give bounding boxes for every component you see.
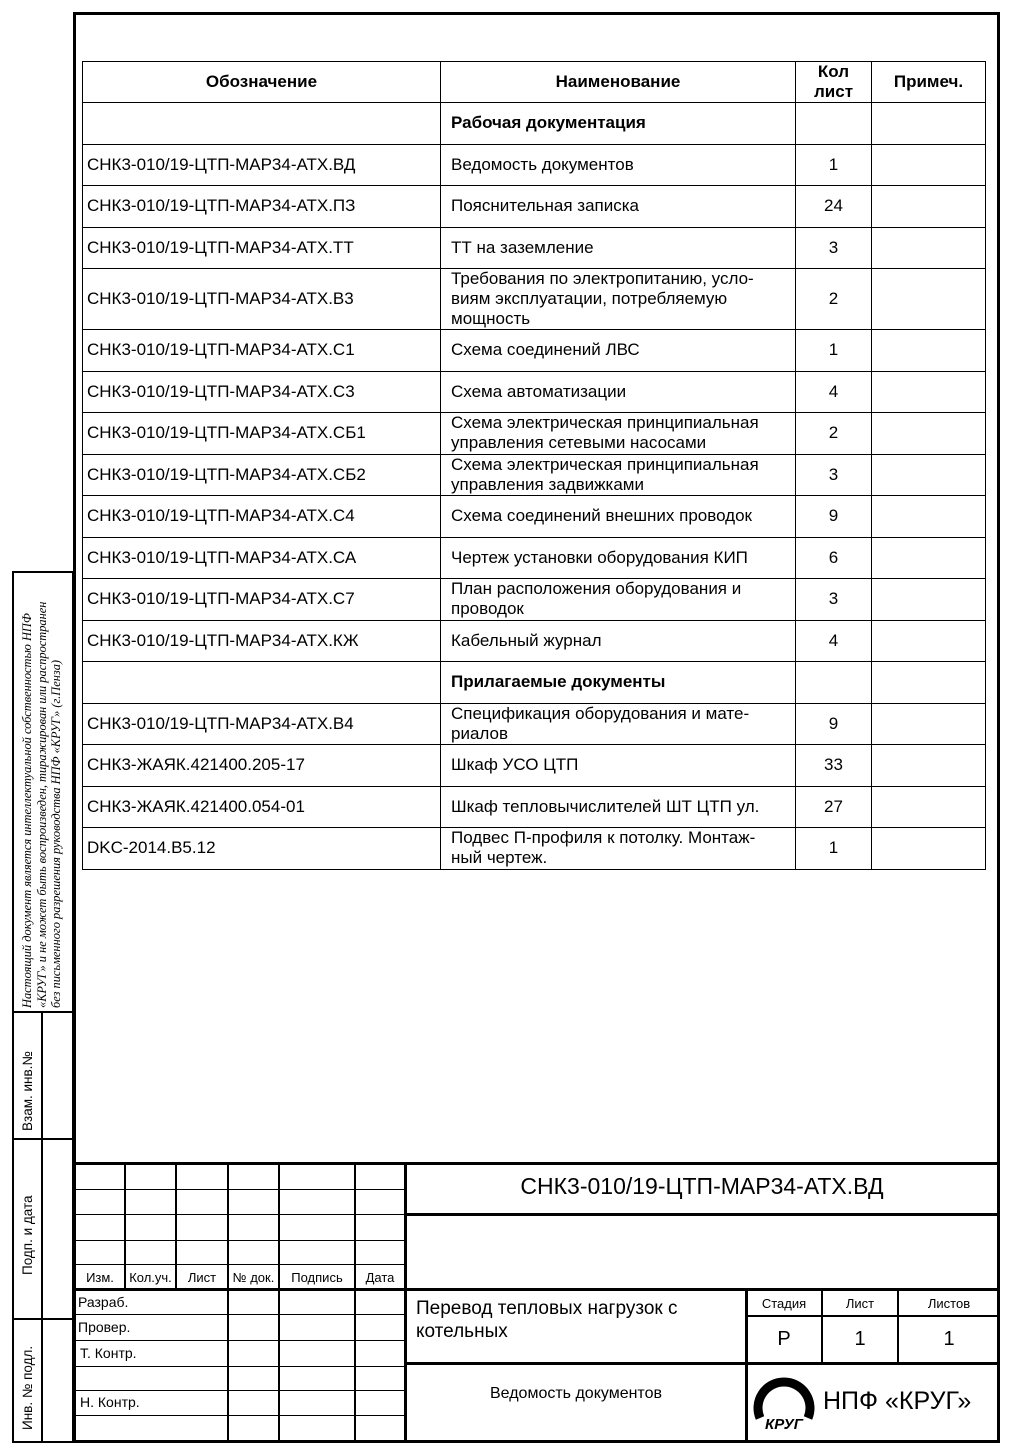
name-cell: Спецификация оборудования и мате- риалов (441, 703, 796, 745)
note-cell (872, 227, 986, 269)
note-cell (872, 620, 986, 662)
name-cell: Схема электрическая принципиальная управления сетевыми насосами (441, 413, 796, 455)
name-cell: Кабельный журнал (441, 620, 796, 662)
section-title: Прилагаемые документы (441, 662, 796, 704)
logo-text: КРУГ (764, 1416, 804, 1433)
vzam-inv-label: Взам. инв.№ (20, 1051, 35, 1131)
table-row (83, 186, 986, 228)
notice-line: без письменного разрешения руководства НПФ «КРУГ» (г.Пенза) (49, 659, 63, 1008)
podp-data-label: Подп. и дата (20, 1195, 35, 1275)
table-row (83, 745, 986, 787)
designation-cell: СНК3-010/19-ЦТП-МАР34-АТХ.В4 (83, 703, 441, 745)
sheets-cell (796, 103, 872, 145)
designation-cell: СНК3-010/19-ЦТП-МАР34-АТХ.ВД (83, 144, 441, 186)
name-cell: Шкаф УСО ЦТП (441, 745, 796, 787)
designation-cell (83, 662, 441, 704)
sheets-cell: 3 (796, 579, 872, 621)
note-cell (872, 745, 986, 787)
note-cell (872, 537, 986, 579)
header-sheets: Кол лист (796, 62, 872, 103)
company-name: НПФ «КРУГ» (823, 1387, 972, 1415)
table-row (83, 496, 986, 538)
inv-podl-cell (12, 1318, 74, 1443)
prover-label: Провер. (78, 1319, 131, 1335)
col-kol-uch: Кол.уч. (129, 1270, 172, 1285)
inv-podl-label: Инв. № подл. (20, 1345, 35, 1430)
table-header-row (83, 62, 986, 103)
col-izm: Изм. (86, 1270, 114, 1285)
note-cell (872, 371, 986, 413)
sheets-cell: 4 (796, 620, 872, 662)
table-row (83, 620, 986, 662)
designation-cell: СНК3-010/19-ЦТП-МАР34-АТХ.С1 (83, 330, 441, 372)
sheets-cell: 1 (796, 330, 872, 372)
sheet-label: Лист (845, 1296, 875, 1311)
table-row (83, 227, 986, 269)
stage-label: Стадия (761, 1296, 807, 1311)
col-data: Дата (365, 1270, 395, 1285)
sheets-cell: 2 (796, 269, 872, 330)
sheets-cell: 2 (796, 413, 872, 455)
name-cell: Подвес П-профиля к потолку. Монтаж- ный чертеж. (441, 828, 796, 870)
note-cell (872, 828, 986, 870)
section-title: Рабочая документация (441, 103, 796, 145)
name-cell: Пояснительная записка (441, 186, 796, 228)
nkontr-label: Н. Контр. (80, 1394, 140, 1410)
name-cell: ТТ на заземление (441, 227, 796, 269)
table-row (83, 828, 986, 870)
project-name: Перевод тепловых нагрузок с котельных (416, 1298, 678, 1342)
sheets-cell: 9 (796, 703, 872, 745)
designation-cell: СНК3-010/19-ЦТП-МАР34-АТХ.СБ1 (83, 413, 441, 455)
name-cell: План расположения оборудования и проводок (441, 579, 796, 621)
notice-line: Настоящий документ является интеллектуальной собственностью НПФ (20, 613, 34, 1008)
sheets-cell: 24 (796, 186, 872, 228)
table-row (83, 579, 986, 621)
table-row (83, 144, 986, 186)
name-cell: Схема автоматизации (441, 371, 796, 413)
sheets-value: 1 (943, 1328, 955, 1350)
table-row (83, 454, 986, 496)
header-note: Примеч. (872, 62, 986, 103)
table-row (83, 330, 986, 372)
header-designation: Обозначение (83, 62, 441, 103)
designation-cell: СНК3-010/19-ЦТП-МАР34-АТХ.СА (83, 537, 441, 579)
sheets-cell: 33 (796, 745, 872, 787)
sheets-cell: 3 (796, 227, 872, 269)
section-row (83, 103, 986, 145)
sheets-cell: 1 (796, 144, 872, 186)
notice-text (20, 602, 64, 1008)
note-cell (872, 413, 986, 455)
name-cell: Схема соединений внешних проводок (441, 496, 796, 538)
table-row (83, 537, 986, 579)
section-row (83, 662, 986, 704)
designation-cell: СНК3-ЖАЯК.421400.054-01 (83, 786, 441, 828)
note-cell (872, 496, 986, 538)
note-cell (872, 662, 986, 704)
designation-cell: DKC-2014.B5.12 (83, 828, 441, 870)
razrab-label: Разраб. (78, 1294, 129, 1310)
table-body (83, 103, 986, 870)
name-cell: Ведомость документов (441, 144, 796, 186)
designation-cell: СНК3-ЖАЯК.421400.205-17 (83, 745, 441, 787)
name-cell: Схема соединений ЛВС (441, 330, 796, 372)
note-cell (872, 144, 986, 186)
name-cell: Шкаф тепловычислителей ШТ ЦТП ул. (441, 786, 796, 828)
note-cell (872, 703, 986, 745)
designation-cell: СНК3-010/19-ЦТП-МАР34-АТХ.ТТ (83, 227, 441, 269)
sheet-value: 1 (854, 1328, 866, 1350)
notice-cell (12, 571, 74, 1013)
name-cell: Чертеж установки оборудования КИП (441, 537, 796, 579)
document-code: СНК3-010/19-ЦТП-МАР34-АТХ.ВД (520, 1173, 884, 1199)
name-cell: Схема электрическая принципиальная управления задвижками (441, 454, 796, 496)
table-row (83, 703, 986, 745)
krug-logo (751, 1368, 817, 1436)
doc-title: Ведомость документов (490, 1385, 662, 1402)
note-cell (872, 786, 986, 828)
table-row (83, 413, 986, 455)
note-cell (872, 103, 986, 145)
col-ndoc: № док. (232, 1270, 275, 1285)
stage-value: Р (777, 1328, 791, 1350)
sheets-cell: 1 (796, 828, 872, 870)
table-row (83, 786, 986, 828)
podp-data-cell (12, 1138, 74, 1320)
note-cell (872, 186, 986, 228)
sheets-cell (796, 662, 872, 704)
table-row (83, 371, 986, 413)
designation-cell: СНК3-010/19-ЦТП-МАР34-АТХ.В3 (83, 269, 441, 330)
logo-ring (758, 1382, 810, 1418)
designation-cell: СНК3-010/19-ЦТП-МАР34-АТХ.СБ2 (83, 454, 441, 496)
note-cell (872, 579, 986, 621)
table-row (83, 269, 986, 330)
note-cell (872, 454, 986, 496)
designation-cell: СНК3-010/19-ЦТП-МАР34-АТХ.С7 (83, 579, 441, 621)
note-cell (872, 269, 986, 330)
col-list: Лист (187, 1270, 217, 1285)
name-cell: Требования по электропитанию, усло- виям эксплуатации, потребляемую мощность (441, 269, 796, 330)
notice-line: «КРУГ» и не может быть воспроизведен, тиражирован или распространен (34, 601, 49, 1008)
tkontr-label: Т. Контр. (80, 1345, 137, 1361)
designation-cell: СНК3-010/19-ЦТП-МАР34-АТХ.С3 (83, 371, 441, 413)
designation-cell: СНК3-010/19-ЦТП-МАР34-АТХ.ПЗ (83, 186, 441, 228)
vzam-inv-cell (12, 1011, 74, 1140)
designation-cell: СНК3-010/19-ЦТП-МАР34-АТХ.КЖ (83, 620, 441, 662)
header-name: Наименование (441, 62, 796, 103)
designation-cell (83, 103, 441, 145)
sheets-cell: 3 (796, 454, 872, 496)
sheets-cell: 4 (796, 371, 872, 413)
documents-table (82, 61, 986, 870)
sheets-label: Листов (927, 1296, 971, 1311)
note-cell (872, 330, 986, 372)
designation-cell: СНК3-010/19-ЦТП-МАР34-АТХ.С4 (83, 496, 441, 538)
sheets-cell: 9 (796, 496, 872, 538)
col-podpis: Подпись (291, 1270, 343, 1285)
sheets-cell: 6 (796, 537, 872, 579)
sheets-cell: 27 (796, 786, 872, 828)
